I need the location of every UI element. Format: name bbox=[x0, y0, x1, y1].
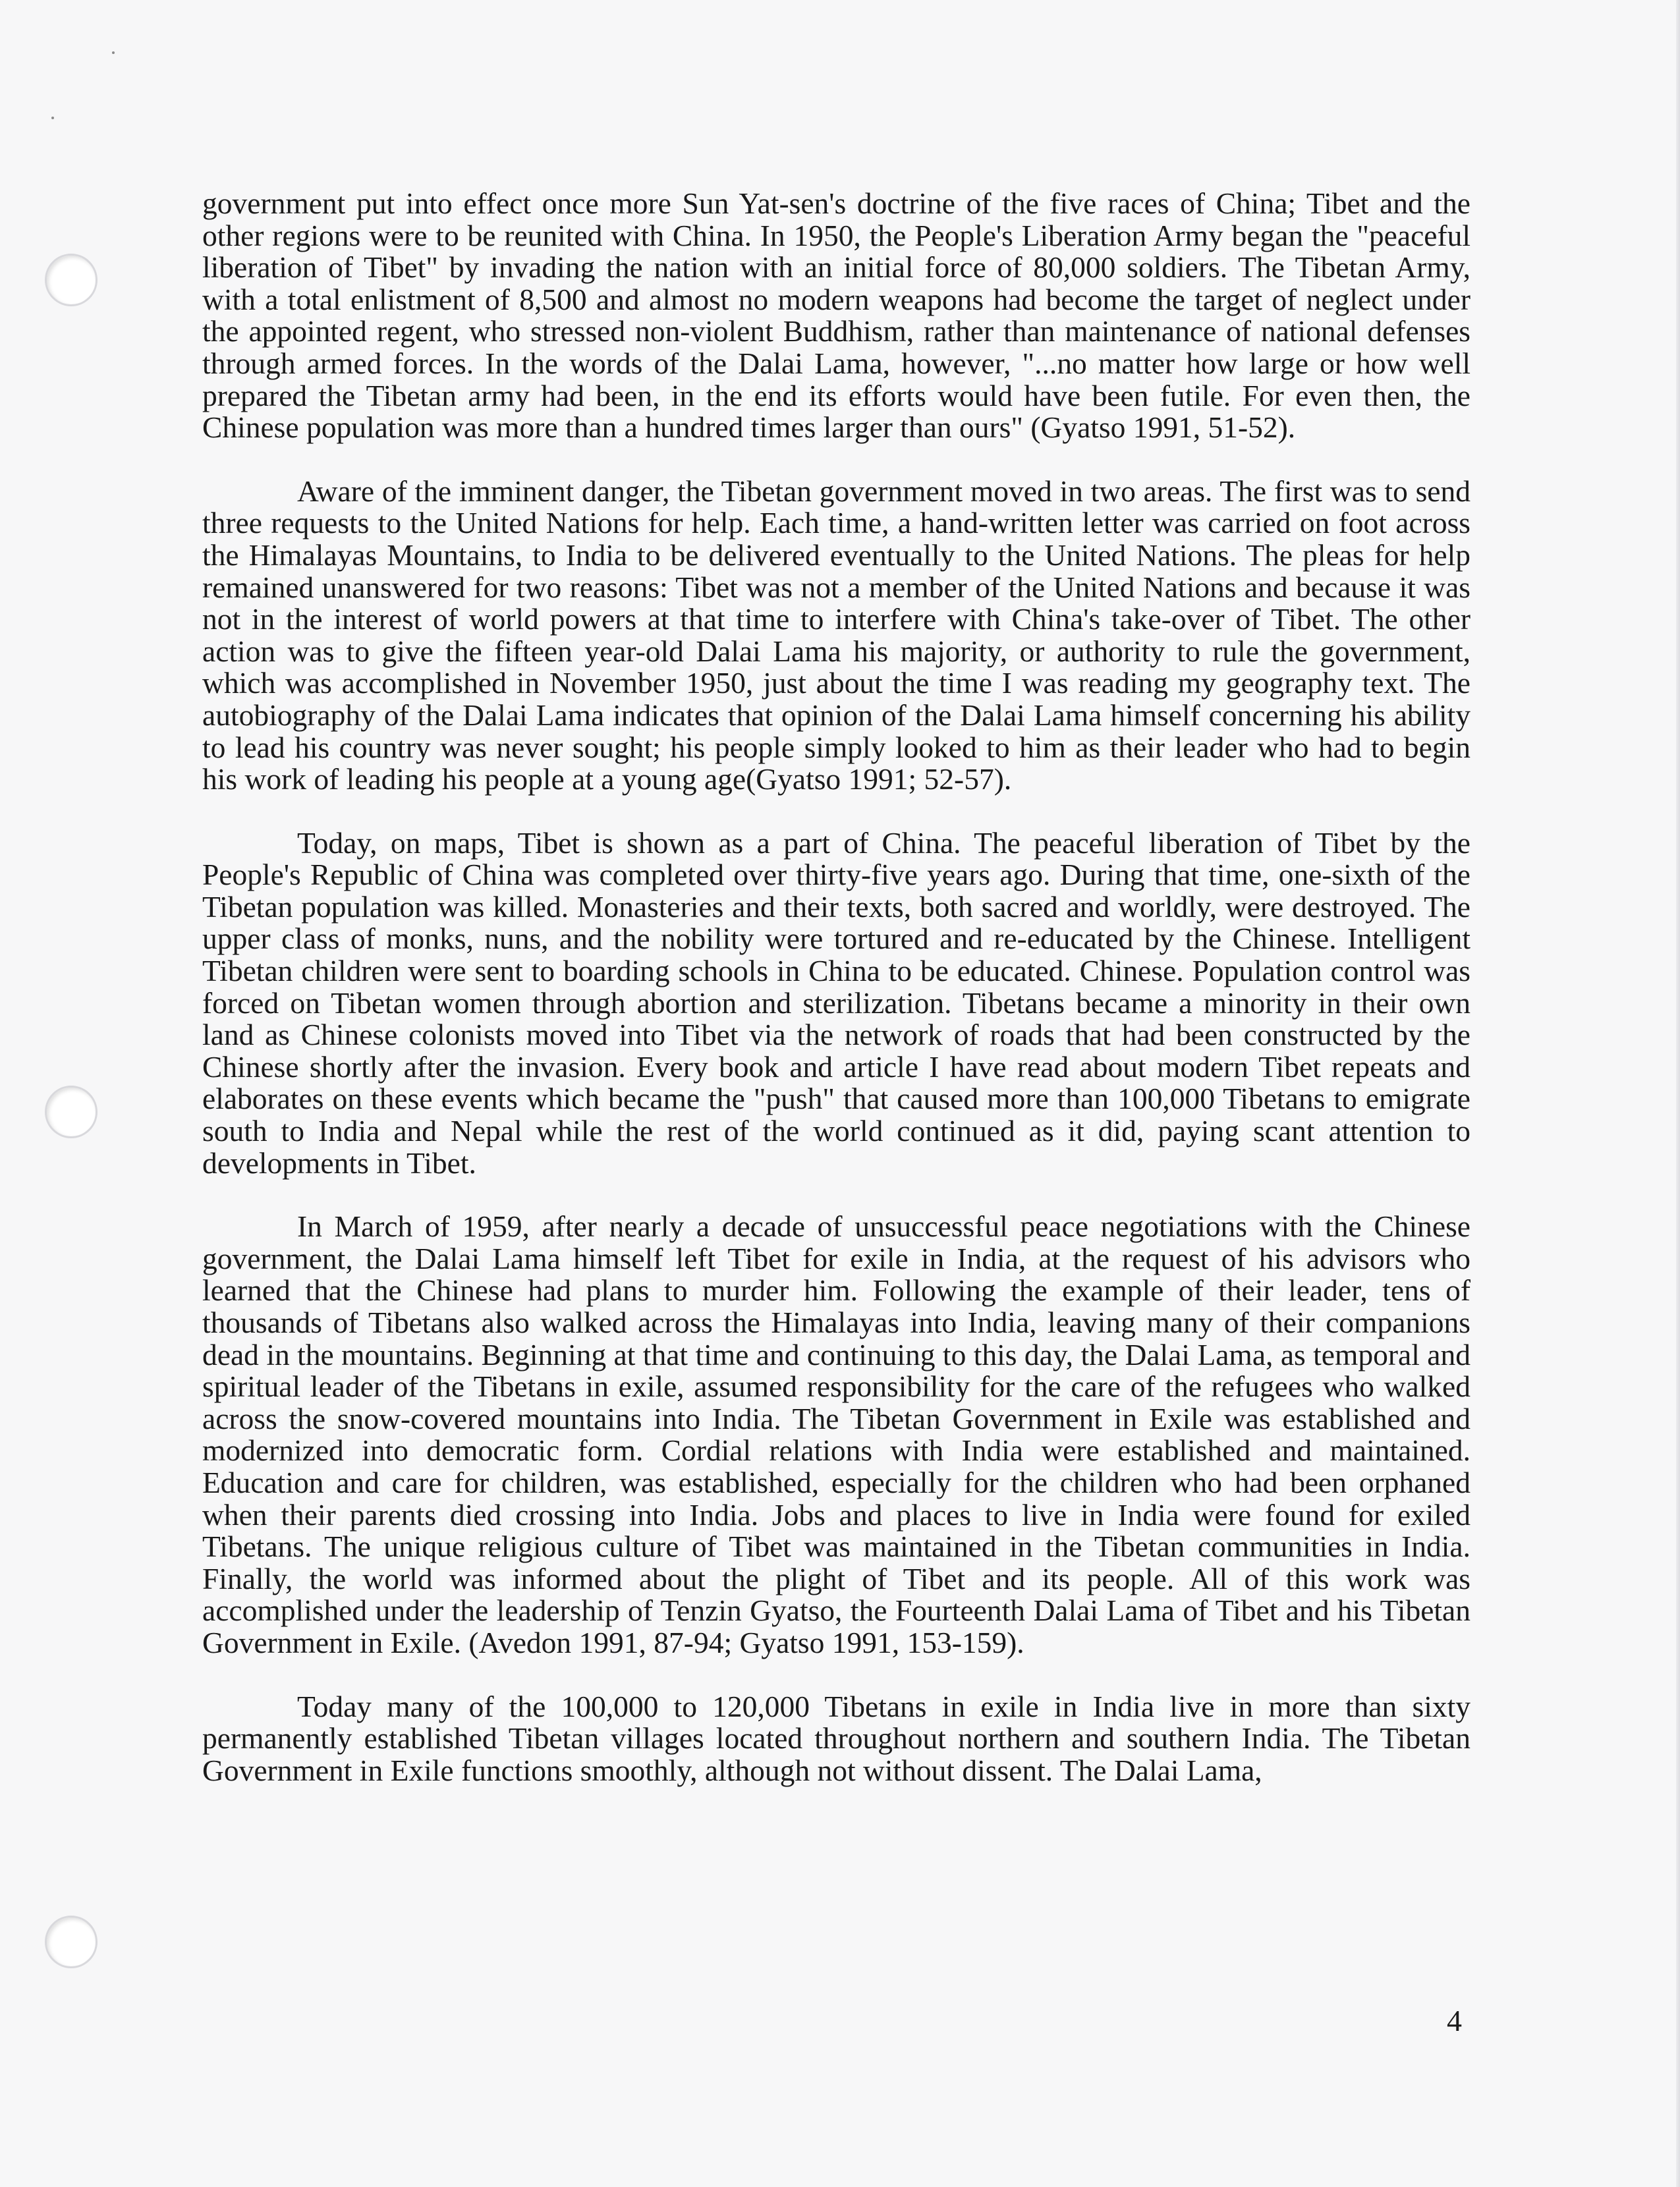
punch-hole-top bbox=[45, 254, 98, 306]
punch-hole-middle bbox=[45, 1086, 98, 1138]
paragraph-5: Today many of the 100,000 to 120,000 Tibetans in exile in India live in more than sixty permanently established Tibetan villages located throughout northern and southern India. The Tibetan Government in Exile functions smoothly, although not without dissent. The Dalai Lama, bbox=[202, 1689, 1470, 1787]
page-number: 4 bbox=[1447, 2004, 1462, 2037]
paragraph-1: government put into effect once more Sun Yat-sen's doctrine of the five races of China; Tibet and the other regions were to be reunited with China. In 1950, the People's Liberation Army began the "peaceful liberation of Tibet" by invading the nation with an initial force of 80,000 soldiers. The Tibetan Army, with a total enlistment of 8,500 and almost no modern weapons had become the target of neglect under the appointed regent, who stressed non-violent Buddhism, rather than maintenance of national defenses through armed forces. In the words of the Dalai Lama, however, "...no matter how large or how well prepared the Tibetan army had been, in the end its efforts would have been futile. For even then, the Chinese population was more than a hundred times larger than ours" (Gyatso 1991, 51-52). bbox=[202, 186, 1470, 445]
scan-speck bbox=[112, 51, 115, 54]
page-edge-shadow bbox=[1676, 0, 1680, 2187]
paragraph-3: Today, on maps, Tibet is shown as a part of China. The peaceful liberation of Tibet by the People's Republic of China was completed over thirty-five years ago. During that time, one-sixth of the Tibetan population was killed. Monasteries and their texts, both sacred and worldly, were destroyed. The upper class of monks, nuns, and the nobility were tortured and re-educated by the Chinese. Intelligent Tibetan children were sent to boarding schools in China to be educated. Chinese. Population control was forced on Tibetan women through abortion and sterilization. Tibetans became a minority in their own land as Chinese colonists moved into Tibet via the network of roads that had been constructed by the Chinese shortly after the invasion. Every book and article I have read about modern Tibet repeats and elaborates on these events which became the "push" that caused more than 100,000 Tibetans to emigrate south to India and Nepal while the rest of the world continued as it did, paying scant attention to developments in Tibet. bbox=[202, 825, 1470, 1180]
scan-speck bbox=[51, 117, 54, 119]
paragraph-2: Aware of the imminent danger, the Tibetan government moved in two areas. The first was to send three requests to the United Nations for help. Each time, a hand-written letter was carried on foot across the Himalayas Mountains, to India to be delivered eventually to the United Nations. The pleas for help remained unanswered for two reasons: Tibet was not a member of the United Nations and because it was not in the interest of world powers at that time to interfere with China's take-over of Tibet. The other action was to give the fifteen year-old Dalai Lama his majority, or authority to rule the government, which was accomplished in November 1950, just about the time I was reading my geography text. The autobiography of the Dalai Lama indicates that opinion of the Dalai Lama himself concerning his ability to lead his country was never sought; his people simply looked to him as their leader who had to begin his work of leading his people at a young age(Gyatso 1991; 52-57). bbox=[202, 474, 1470, 796]
body-text bbox=[202, 188, 1470, 1818]
punch-hole-bottom bbox=[45, 1916, 98, 1968]
paragraph-4: In March of 1959, after nearly a decade of unsuccessful peace negotiations with the Chinese government, the Dalai Lama himself left Tibet for exile in India, at the request of his advisors who learned that the Chinese had plans to murder him. Following the example of their leader, tens of thousands of Tibetans also walked across the Himalayas into India, leaving many of their companions dead in the mountains. Beginning at that time and continuing to this day, the Dalai Lama, as temporal and spiritual leader of the Tibetans in exile, assumed responsibility for the care of the refugees who walked across the snow-covered mountains into India. The Tibetan Government in Exile was established and modernized into democratic form. Cordial relations with India were established and maintained. Education and care for children, was established, especially for the children who had been orphaned when their parents died crossing into India. Jobs and places to live in India were found for exiled Tibetans. The unique religious culture of Tibet was maintained in the Tibetan communities in India. Finally, the world was informed about the plight of Tibet and its people. All of this work was accomplished under the leadership of Tenzin Gyatso, the Fourteenth Dalai Lama of Tibet and his Tibetan Government in Exile. (Avedon 1991, 87-94; Gyatso 1991, 153-159). bbox=[202, 1209, 1470, 1659]
